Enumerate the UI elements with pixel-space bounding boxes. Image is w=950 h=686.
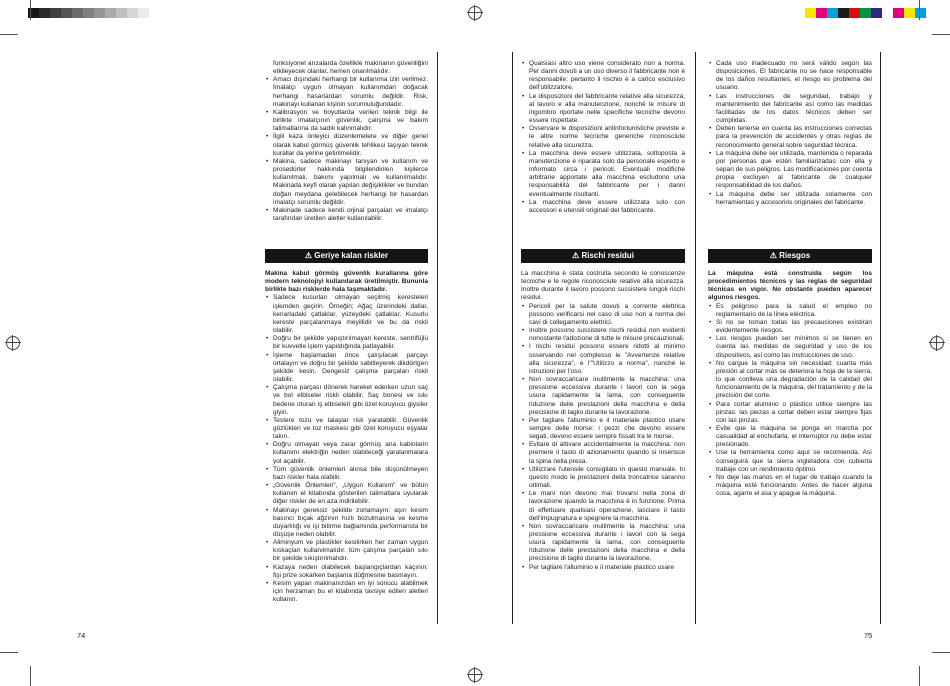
color-swatch [83,8,94,18]
color-swatch [61,8,72,18]
list-item: • İlgili kaza önleyici düzenlemelere ve diğer genel olarak kabul görmüş güvenlik tehlikesi taşıyan teknik kurallar da yerine getirilmelidir. [265,133,428,157]
list-item: • Evitare di attivare accidentalmente la macchina: non premere il tasto di azionamento quando si inserisce la spina nella presa. [521,441,685,465]
list-item: • Non sovraccaricare inutilmente la macchina: una pressione eccessiva durante i lavori con la sega usura rapidamente la lama, con conseguente riduzione delle prestazioni della macchina e della precisione di taglio durante la lavorazione. [521,376,685,417]
list-item: • Los riesgos pueden ser mínimos si se tienen en cuenta las medidas de seguridad y uso de los dispositivos, así como las instrucciones de uso. [708,335,872,359]
list-item: • İşleme başlamadan önce çalışılacak parçayı ortalayın ve doğru bir şekilde sabitleyerek dikdörtgen şekilde kesin. Dengesiz çalışma parçaları riskli olabilir. [265,352,428,385]
column-rule [437,52,438,624]
list-item: • Evite que la máquina se ponga en marcha por casualidad al enchufarla, el interruptor no debe estar presionado. [708,425,872,449]
page-number-right: 75 [864,631,873,640]
crop-mark [919,666,920,686]
color-swatch [849,8,860,18]
list-item: • Kesim yapan makinanızdan en iyi sonucu alabilmek için herzaman bu el kitabında tavsiye edilen aletleri kullanın. [265,580,428,604]
color-swatch [915,8,926,18]
registration-mark-bottom [468,668,482,682]
list-item: • Cada uso inadecuado no será válido según las disposiciones. El fabricante no se hace responsable de los daños resultantes, el riesgo es problema del usuario. [708,60,872,93]
spanish-intro: La máquina está construida según los procedimientos técnicos y las reglas de seguridad técnicas en vigor. No obstante pueden aparecer algunos riesgos. [708,270,872,302]
list-item: • Per tagliare l'alluminio e il materiale plastico usare sempre delle morse: i pezzi che devono essere segati, devono essere sempre fissati tra le morse. [521,417,685,441]
list-item: • Kalibrasyon ve boyutlarda verilen teknik bilgi ile birlikte imalatçının güvenlik, çalışma ve bakım talimatlarına da sadık kalınmalıdır. [265,109,428,133]
turkish-intro: Makina kabul görmüş güvenlik kurallarına göre modern teknolojiyi kullanılarak üretilmiştir. Bununla birlikte bazı risklerde hala taşımaktadır. [265,270,428,294]
crop-mark [30,666,31,686]
list-item: • „Güvenlik Önlemleri", „Uygun Kullanım" ve bütün kullanım el kitabında gösterilen talimatlara uyularak diğer riskler de en aza indirilebilir. [265,482,428,506]
list-item: • Makinade sadece kendi orjinal parçaları ve imalatçı tarafından üretilen aletler kullanılabilir. [265,207,428,223]
color-swatch [138,8,149,18]
registration-mark-top [468,6,482,20]
color-swatch [39,8,50,18]
list-item: • Utilizzare l'utensile consigliato in questo manuale. In questo modo le prestazioni della troncatrice saranno ottimali. [521,466,685,490]
turkish-column [265,60,428,223]
italian-column [521,60,685,215]
column-rule [880,52,881,624]
list-item: • No cargue la máquina sin necesidad: cuanta más presión al cortar más se deteriora la hoja de la sierra, lo que conlleva una degradación de la calidad del funcionamiento de la máquina, del tratamiento y de la precisión del corte. [708,360,872,401]
list-item: • Si no se toman todas las precauciones existirán evidentemente riesgos. [708,319,872,335]
page-number-left: 74 [77,631,86,640]
color-swatch [94,8,105,18]
color-swatch [827,8,838,18]
color-swatch [127,8,138,18]
list-item: • Sadece kusurları olmayan seçilmiş keresteleri işlemden geçirin. Örneğin; Ağaç üzerindeki dallar, kenarladaki çatlaklar, yüzeydeki çatlaklar. Kusurlu kereste parçalanmaya meyillidir ve bu da riskli olabilir. [265,294,428,335]
list-item: • Le disposizioni del fabbricante relative alla sicurezza, al lavoro e alla manutenzione, nonché le misure di ingombro riportate nelle specifiche tecniche devono essere rispettate. [521,93,685,126]
list-item: • No deje las manos en el lugar de trabajo cuando la máquina esté funcionando. Antes de hacer alguna cosa, agarre el asa y apague la máquina. [708,474,872,498]
list-item: fonksiyonel arızalarda özellikle makinanın güvenliğini etkileyecek olanlar, hemen onarılmalıdır. [273,60,428,76]
crop-mark [30,0,31,20]
turkish-safety-list [265,60,428,223]
list-item: • Inoltre possono sussistere rischi residui non evidenti nonostante l'adozione di tutte le misure precauzionali. [521,327,685,343]
spanish-safety-list [708,60,872,207]
list-item: • Para cortar aluminio o plástico utilice siempre las pinzas: las piezas a cortar deben estar siempre fijas con las pinzas. [708,401,872,425]
turkish-section-heading: ⚠ Geriye kalan riskler [265,249,428,263]
color-swatch [72,8,83,18]
list-item: • Osservare le disposizioni antinfortunistiche previste e le altre norme tecniche generiche riconosciute relative alla sicurezza. [521,125,685,149]
list-item: • La macchina deve essere utilizzata solo con accessori e utensili originali del fabbricante. [521,199,685,215]
registration-mark-left [6,336,20,350]
list-item: • Qualsiasi altro uso viene considerato non a norma. Per danni dovuti a un uso diverso il fabbricante non è responsabile; pertanto il rischio è a carico esclusivo dell'utilizzatore. [521,60,685,93]
color-swatch [882,8,893,18]
list-item: • Makinayı gereksiz şekilde zorlamayın: aşırı kesim basıncı bıçak ağzının hızlı bozulmasına ve kesme duyarlılığı ve işi bitirme bağlamında performansta bir düşüşe neden olabilir. [265,507,428,540]
crop-mark [0,34,18,35]
registration-mark-right [930,336,944,350]
color-swatch [871,8,882,18]
list-item: • Testere tozu ve talaşlar risk yaratabilir. Güvenlik gözlükleri ve toz maskesi gibi özel koruyucu eşyalar takın. [265,417,428,441]
color-swatch [105,8,116,18]
spanish-risk-list [708,303,872,499]
list-item: • Deben tenerse en cuenta las instrucciones correctas para la prevención de accidentes y otras reglas de reconocimiento general sobre seguridad técnica. [708,125,872,149]
crop-mark [932,34,950,35]
turkish-risks-column [265,270,428,604]
list-item: • Doğru bir şekilde yapıştırılmayan kereste, sentrifüjlü bir kuvvetle işlem yapıldığında patlayabilir. [265,335,428,351]
color-swatch [816,8,827,18]
list-item: • Aliminyum ve plastikler kesilirken her zaman uygun kıskaçları kullanılmalıdır. tüm çalışma parçaları sıkı bir şekilde sıkıştırılmalıdır. [265,539,428,563]
column-rule [695,52,696,624]
list-item: • La máquina debe ser utilizada, mantenida o reparada por personas que estén familiarizadas con ella y sepan de sus peligros. Las modificaciones por cuenta propia excluyen al fabricante de cualquier responsabilidad de los daños. [708,150,872,191]
italian-intro: La macchina è stata costruita secondo le conoscenze tecniche e le regole riconosciute relative alla sicurezza. Inoltre durante il lavoro possono sussistere singoli rischi residui. [521,270,685,302]
turkish-risk-list [265,294,428,604]
column-rule [512,52,513,624]
list-item: • Use la herramienta como aquí se recomienda. Así conseguirá que la sierra ingletadora con cubierta trabaje con un rendimiento óptimo. [708,449,872,473]
list-item: • Non sovraccaricare inutilmente la macchina: una pressione eccessiva durante i lavori con la sega usura rapidamente la lama, con conseguente riduzione delle prestazioni della macchina e della precisione di taglio durante la lavorazione. [521,523,685,564]
color-swatch [50,8,61,18]
list-item: • Doğru olmayan veya zarar görmüş ana kablolarin kullanımı elektriğin neden olabileceği yaralanmalara yol açabilir. [265,441,428,465]
list-item: • Çalışma parçası dönerek hareket ederken uzun saç ve bol elbiseler riskli olabilir. Saç bonesi ve sıkı bedene oturan iş elbiseleri gibi özel koruyucu giysiler giyin. [265,384,428,417]
color-swatch [805,8,816,18]
list-item: • I rischi residui possono essere ridotti al minimo osservando nel complesso le "Avvertenze relative alla sicurezza", e l'"Utilizzo a norma", nonché le istruzioni per l'uso. [521,343,685,376]
grayscale-color-bar [28,8,149,18]
list-item: • La máquina debe ser utilizada solamente con herramientas y accesorios originales del fabricante. [708,191,872,207]
list-item: • Las instrucciones de seguridad, trabajo y mantenimiento del fabricante así como las medidas facilitadas de los datos técnicos deben ser cumplidas. [708,93,872,126]
spanish-risks-column [708,270,872,498]
color-swatch [904,8,915,18]
list-item: • Amacı dışındaki herhangi bir kullanıma izin verilmez. İmalatçı uygun olmayan kullanımdan doğacak herhangi hasarlardan sorumlu değildir. Risk, makinayı kullanan kişinin sorumluluğundadır. [265,76,428,109]
color-swatch [838,8,849,18]
spanish-section-heading: ⚠ Riesgos [708,249,872,263]
process-color-bar [805,8,926,18]
list-item: • Tüm güvenlik önlemleri alınsa bile düşünülmeyen bazı riskler hala olabilir. [265,466,428,482]
italian-section-heading: ⚠ Rischi residui [521,249,685,263]
italian-risk-list [521,303,685,572]
list-item: • Pericoli per la salute dovuti a corrente elettrica possono verificarsi nel caso di uso non a norma dei cavi di collegamento elettrici. [521,303,685,327]
crop-mark [0,652,18,653]
list-item: • Kazaya neden olabilecek başlangıçlardan kaçının: fişi prize sokarken başlama düğmesine basmayın. [265,564,428,580]
color-swatch [893,8,904,18]
list-item: • Es peligroso para la salud el empleo no reglamentario de la línea eléctrica. [708,303,872,319]
spanish-column [708,60,872,207]
crop-mark [932,652,950,653]
crop-mark [919,0,920,20]
italian-safety-list [521,60,685,215]
list-item: • Makina, sadece makinayı tanıyan ve kullanım ve prosedürler hakkında bilgilendirilen kişilerce kullanılmalı, bakımı yapılmalı ve kullanılmalıdır. Makinada keyfi olarak yapılan değişiklikler ve bundan doğan meydana gelebilecek herhangi bir hasardan imalatçı sorumlu değildir. [265,158,428,207]
italian-risks-column [521,270,685,572]
list-item: • La macchina deve essere utilizzata, sottoposta a manutenzione e riparata solo da personale esperto e informato circa i pericoli. Eventuali modifiche arbitrarie apportate alla macchina escludono una responsabilità del fabbricante per i danni eventualmente risultanti. [521,150,685,199]
color-swatch [116,8,127,18]
list-item: • Per tagliare l'alluminio e il materiale plastico usare [521,564,685,572]
color-swatch [860,8,871,18]
list-item: • Le mani non devono mai trovarsi nella zona di lavorazione quando la macchina è in funzione. Prima di effettuare qualsiasi operazione, lasciare il tasto dell'impugnatura e spegnere la macchina. [521,490,685,523]
